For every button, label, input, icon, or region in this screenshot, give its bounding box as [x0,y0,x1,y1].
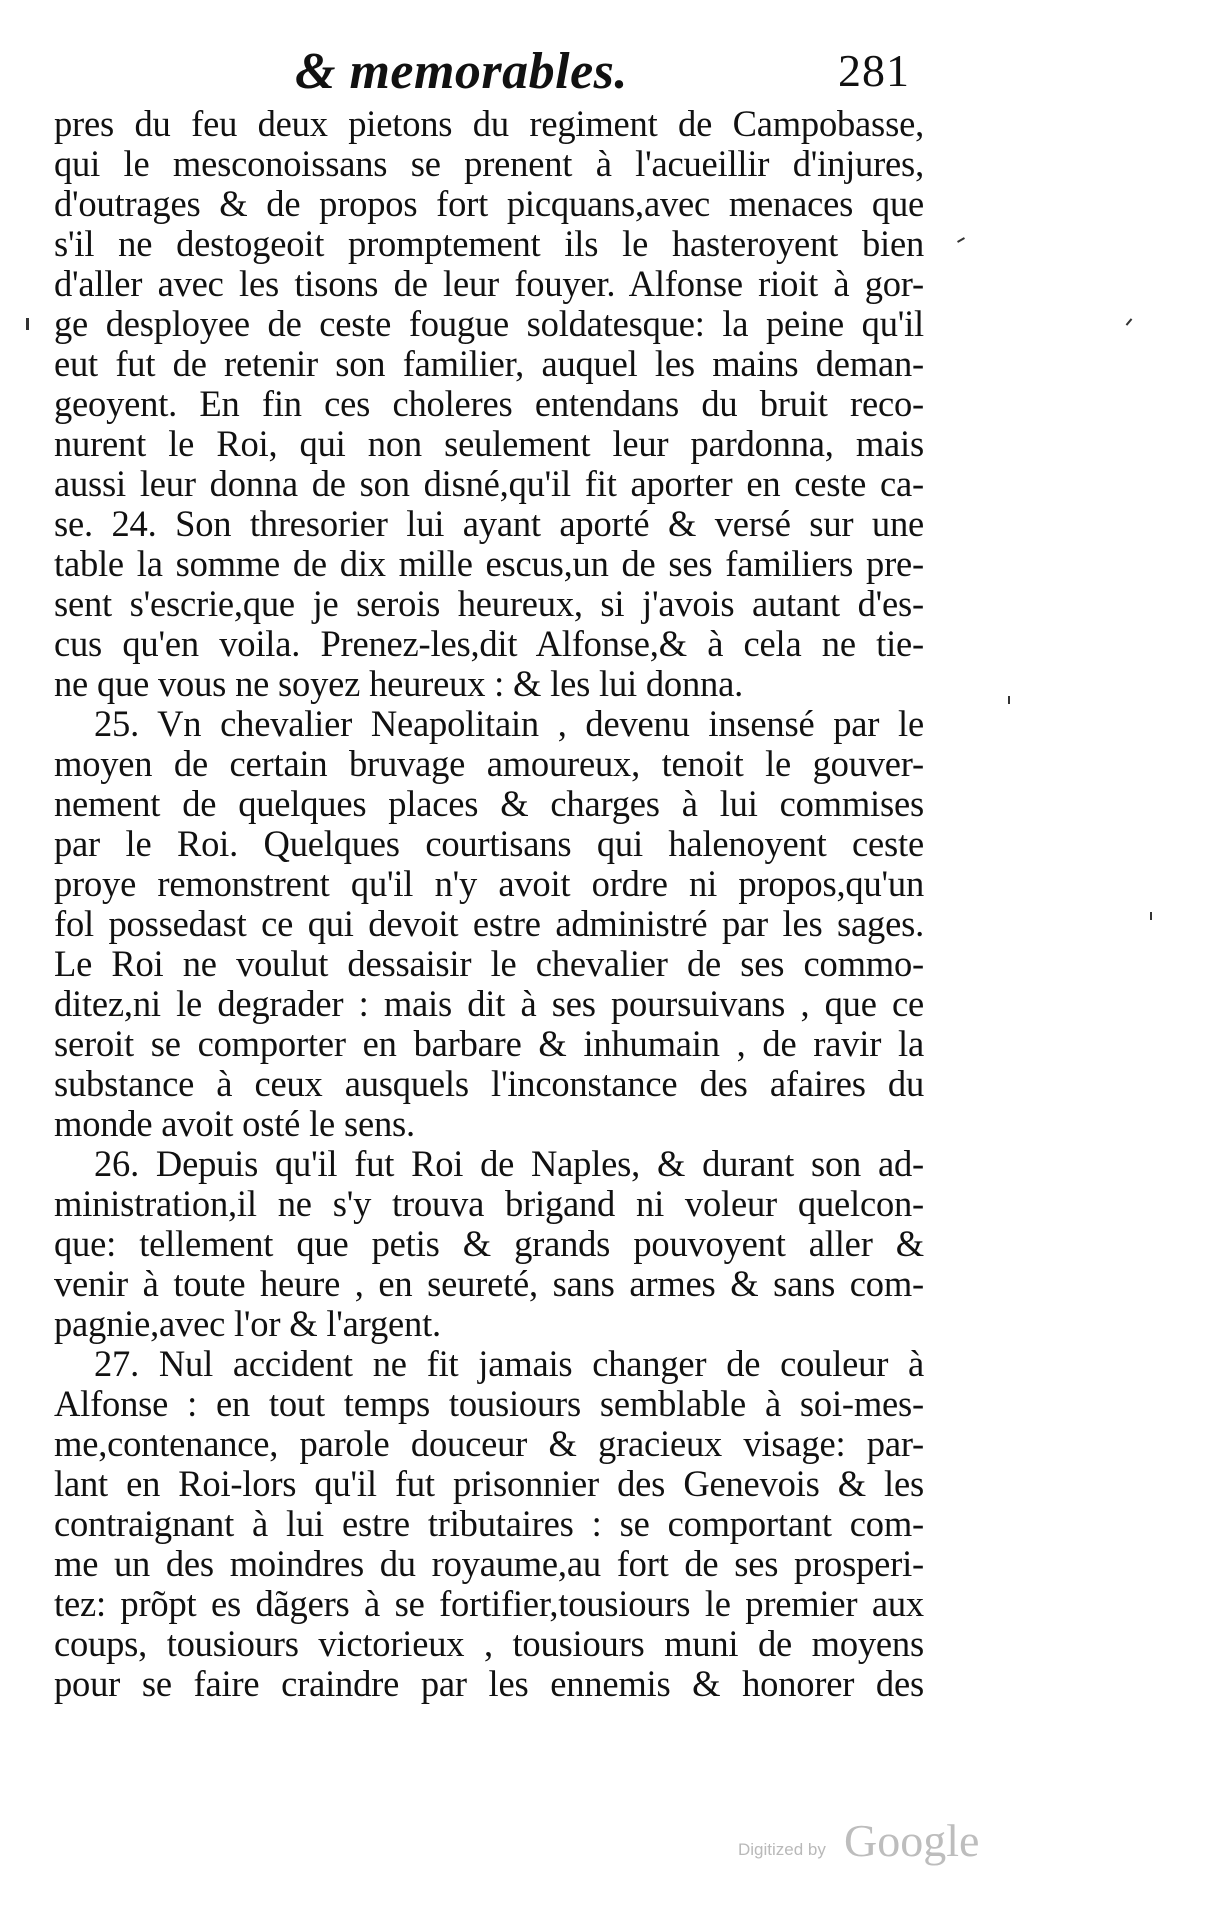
text-line: nurent le Roi, qui non seulement leur pardonna, mais [54,423,924,464]
text-line: me un des moindres du royaume,au fort de ses prosperi- [54,1543,924,1584]
margin-speck [1150,912,1152,920]
text-line: d'outrages & de propos fort picquans,avec menaces que [54,183,924,224]
text-line: lant en Roi-lors qu'il fut prisonnier des Genevois & les [54,1463,924,1504]
text-line: moyen de certain bruvage amoureux, tenoit le gouver- [54,743,924,784]
text-line: cus qu'en voila. Prenez-les,dit Alfonse,& à cela ne tie- [54,623,924,664]
text-line: que: tellement que petis & grands pouvoyent aller & [54,1223,924,1264]
text-line: pour se faire craindre par les ennemis & honorer des [54,1663,924,1704]
text-line: ditez,ni le degrader : mais dit à ses poursuivans , que ce [54,983,924,1024]
text-line: aussi leur donna de son disné,qu'il fit aporter en ceste ca- [54,463,924,504]
text-line: geoyent. En fin ces choleres entendans du bruit reco- [54,383,924,424]
text-line: pres du feu deux pietons du regiment de Campobasse, [54,103,924,144]
text-line: sent s'escrie,que je serois heureux, si j'avois autant d'es- [54,583,924,624]
text-line: 27. Nul accident ne fit jamais changer de couleur à [94,1343,924,1384]
text-line: proye remonstrent qu'il n'y avoit ordre ni propos,qu'un [54,863,924,904]
margin-speck [26,318,29,330]
margin-speck [1008,696,1010,704]
text-line: 26. Depuis qu'il fut Roi de Naples, & durant son ad- [94,1143,924,1184]
text-line: eut fut de retenir son familier, auquel les mains deman- [54,343,924,384]
text-line: par le Roi. Quelques courtisans qui halenoyent ceste [54,823,924,864]
text-line: venir à toute heure , en seureté, sans armes & sans com- [54,1263,924,1304]
text-line: Le Roi ne voulut dessaisir le chevalier de ses commo- [54,943,924,984]
text-line: ne que vous ne soyez heureux : & les lui donna. [54,663,744,704]
text-line: tez: prõpt es dãgers à se fortifier,tousiours le premier aux [54,1583,924,1624]
running-title: & memorables. [295,43,628,100]
text-line: fol possedast ce qui devoit estre administré par les sages. [54,903,924,944]
text-line: me,contenance, parole douceur & gracieux visage: par- [54,1423,924,1464]
text-line: table la somme de dix mille escus,un de ses familiers pre- [54,543,924,584]
text-line: se. 24. Son thresorier lui ayant aporté & versé sur une [54,503,924,544]
text-line: contraignant à lui estre tributaires : se comportant com- [54,1503,924,1544]
running-head [0,42,1216,112]
text-line: pagnie,avec l'or & l'argent. [54,1303,441,1344]
text-line: seroit se comporter en barbare & inhumain , de ravir la [54,1023,924,1064]
text-line: d'aller avec les tisons de leur fouyer. Alfonse rioit à gor- [54,263,924,304]
margin-speck [1126,318,1133,325]
watermark-prefix: Digitized by [738,1840,826,1859]
page-number: 281 [838,45,910,96]
body-text [54,104,924,1704]
text-line: qui le mesconoissans se prenent à l'acueillir d'injures, [54,143,924,184]
text-line: nement de quelques places & charges à lui commises [54,783,924,824]
text-line: monde avoit osté le sens. [54,1103,415,1144]
text-line: Alfonse : en tout temps tousiours semblable à soi-mes- [54,1383,924,1424]
text-line: s'il ne destogeoit promptement ils le hasteroyent bien [54,223,924,264]
text-line: coups, tousiours victorieux , tousiours muni de moyens [54,1623,924,1664]
text-line: ministration,il ne s'y trouva brigand ni voleur quelcon- [54,1183,924,1224]
google-logo: Google [844,1815,980,1866]
margin-speck [957,237,965,243]
text-line: substance à ceux ausquels l'inconstance des afaires du [54,1063,924,1104]
text-line: ge desployee de ceste fougue soldatesque: la peine qu'il [54,303,924,344]
text-line: 25. Vn chevalier Neapolitain , devenu insensé par le [94,703,924,744]
